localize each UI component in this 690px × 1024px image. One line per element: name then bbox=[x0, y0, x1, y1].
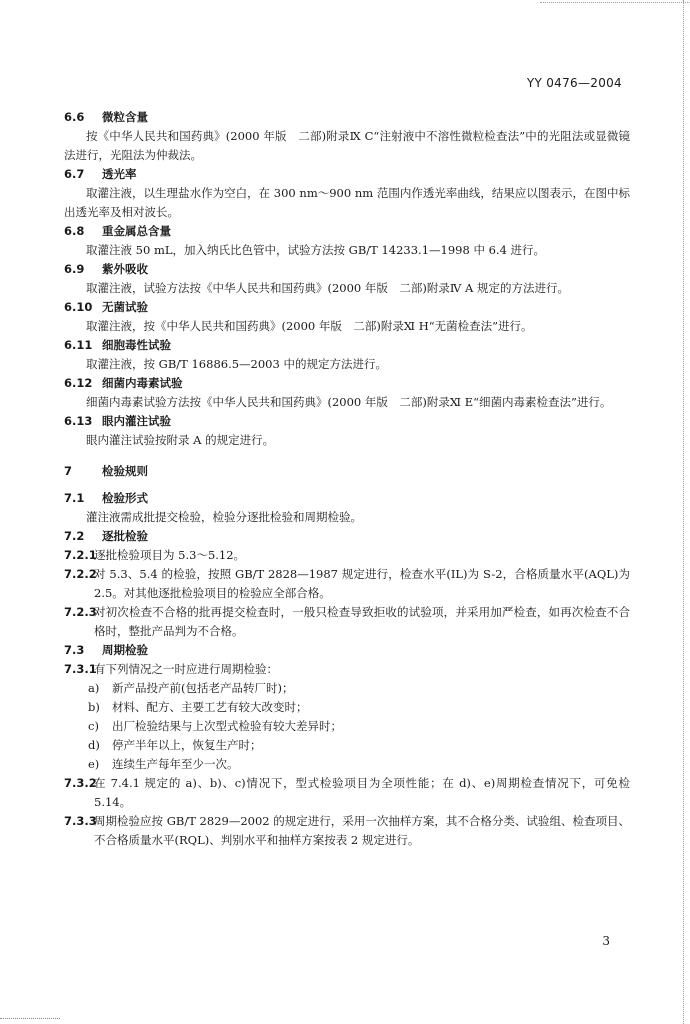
paragraph-7-1: 灌注液需成批提交检验，检验分逐批检验和周期检验。 bbox=[86, 510, 362, 524]
page-number: 3 bbox=[602, 934, 610, 948]
list-item: c) 出厂检验结果与上次型式检验有较大差异时； bbox=[88, 719, 342, 733]
paragraph-6-10: 取灌注液，按《中华人民共和国药典》(2000 年版 二部)附录Ⅺ H“无菌检查法”进行。 bbox=[86, 319, 533, 333]
list-item: b) 材料、配方、主要工艺有较大改变时； bbox=[88, 700, 308, 714]
section-heading-6-12: 6.12 细菌内毒素试验 bbox=[64, 376, 183, 390]
list-item: a) 新产品投产前(包括老产品转厂时)； bbox=[88, 681, 294, 695]
section-heading-6-7: 6.7 透光率 bbox=[64, 167, 137, 181]
section-heading-6-11: 6.11 细胞毒性试验 bbox=[64, 338, 171, 352]
paragraph-6-12: 细菌内毒素试验方法按《中华人民共和国药典》(2000 年版 二部)附录Ⅺ E“细菌内毒素检查法”进行。 bbox=[86, 395, 612, 409]
scan-edge bbox=[683, 0, 690, 1024]
clause-7-3-1: 7.3.1 有下列情况之一时应进行周期检验： bbox=[64, 662, 278, 676]
paragraph-6-9: 取灌注液，试验方法按《中华人民共和国药典》(2000 年版 二部)附录Ⅳ A 规定的方法进行。 bbox=[86, 281, 569, 295]
paragraph-6-11: 取灌注液，按 GB/T 16886.5—2003 中的规定方法进行。 bbox=[86, 357, 387, 371]
document-body bbox=[64, 108, 630, 850]
standard-code: YY 0476—2004 bbox=[526, 76, 622, 90]
scan-edge-bottom bbox=[0, 1018, 60, 1019]
section-heading-7-3: 7.3 周期检验 bbox=[64, 643, 148, 657]
section-heading-6-8: 6.8 重金属总含量 bbox=[64, 224, 171, 238]
section-heading-6-13: 6.13 眼内灌注试验 bbox=[64, 414, 171, 428]
section-heading-7-2: 7.2 逐批检验 bbox=[64, 529, 148, 543]
clause-7-2-2: 7.2.2 对 5.3、5.4 的检验，按照 GB/T 2828—1987 规定进行，检查水平(IL)为 S-2，合格质量水平(AQL)为 2.5。对其他逐批检验项目的检验应全部合格。 bbox=[64, 567, 630, 600]
clause-7-3-3: 7.3.3 周期检验应按 GB/T 2829—2002 的规定进行，采用一次抽样方案，其不合格分类、试验组、检查项目、不合格质量水平(RQL)、判别水平和抽样方案按表 2 规定进行。 bbox=[64, 814, 630, 847]
clause-7-2-3: 7.2.3 对初次检查不合格的批再提交检查时，一般只检查导致拒收的试验项，并采用加严检查，如再次检查不合格时，整批产品判为不合格。 bbox=[64, 605, 630, 638]
chapter-heading-7: 7 检验规则 bbox=[64, 464, 148, 478]
clause-7-3-2: 7.3.2 在 7.4.1 规定的 a)、b)、c)情况下，型式检验项目为全项性能；在 d)、e)周期检查情况下，可免检 5.14。 bbox=[64, 776, 630, 809]
section-heading-7-1: 7.1 检验形式 bbox=[64, 491, 148, 505]
section-heading-6-9: 6.9 紫外吸收 bbox=[64, 262, 148, 276]
section-heading-6-10: 6.10 无菌试验 bbox=[64, 300, 148, 314]
section-heading-6-6: 6.6 微粒含量 bbox=[64, 110, 148, 124]
scan-edge-top bbox=[540, 2, 690, 3]
list-item: e) 连续生产每年至少一次。 bbox=[88, 757, 239, 771]
paragraph-6-7: 取灌注液，以生理盐水作为空白，在 300 nm～900 nm 范围内作透光率曲线，结果应以图表示，在图中标出透光率及相对波长。 bbox=[64, 186, 630, 219]
paragraph-6-13: 眼内灌注试验按附录 A 的规定进行。 bbox=[86, 433, 275, 447]
paragraph-6-6: 按《中华人民共和国药典》(2000 年版 二部)附录Ⅸ C“注射液中不溶性微粒检查法”中的光阻法或显微镜法进行，光阻法为仲裁法。 bbox=[64, 129, 630, 162]
list-item: d) 停产半年以上，恢复生产时； bbox=[88, 738, 262, 752]
paragraph-6-8: 取灌注液 50 mL，加入纳氏比色管中，试验方法按 GB/T 14233.1—1998 中 6.4 进行。 bbox=[86, 243, 546, 257]
clause-7-2-1: 7.2.1 逐批检验项目为 5.3～5.12。 bbox=[64, 548, 246, 562]
